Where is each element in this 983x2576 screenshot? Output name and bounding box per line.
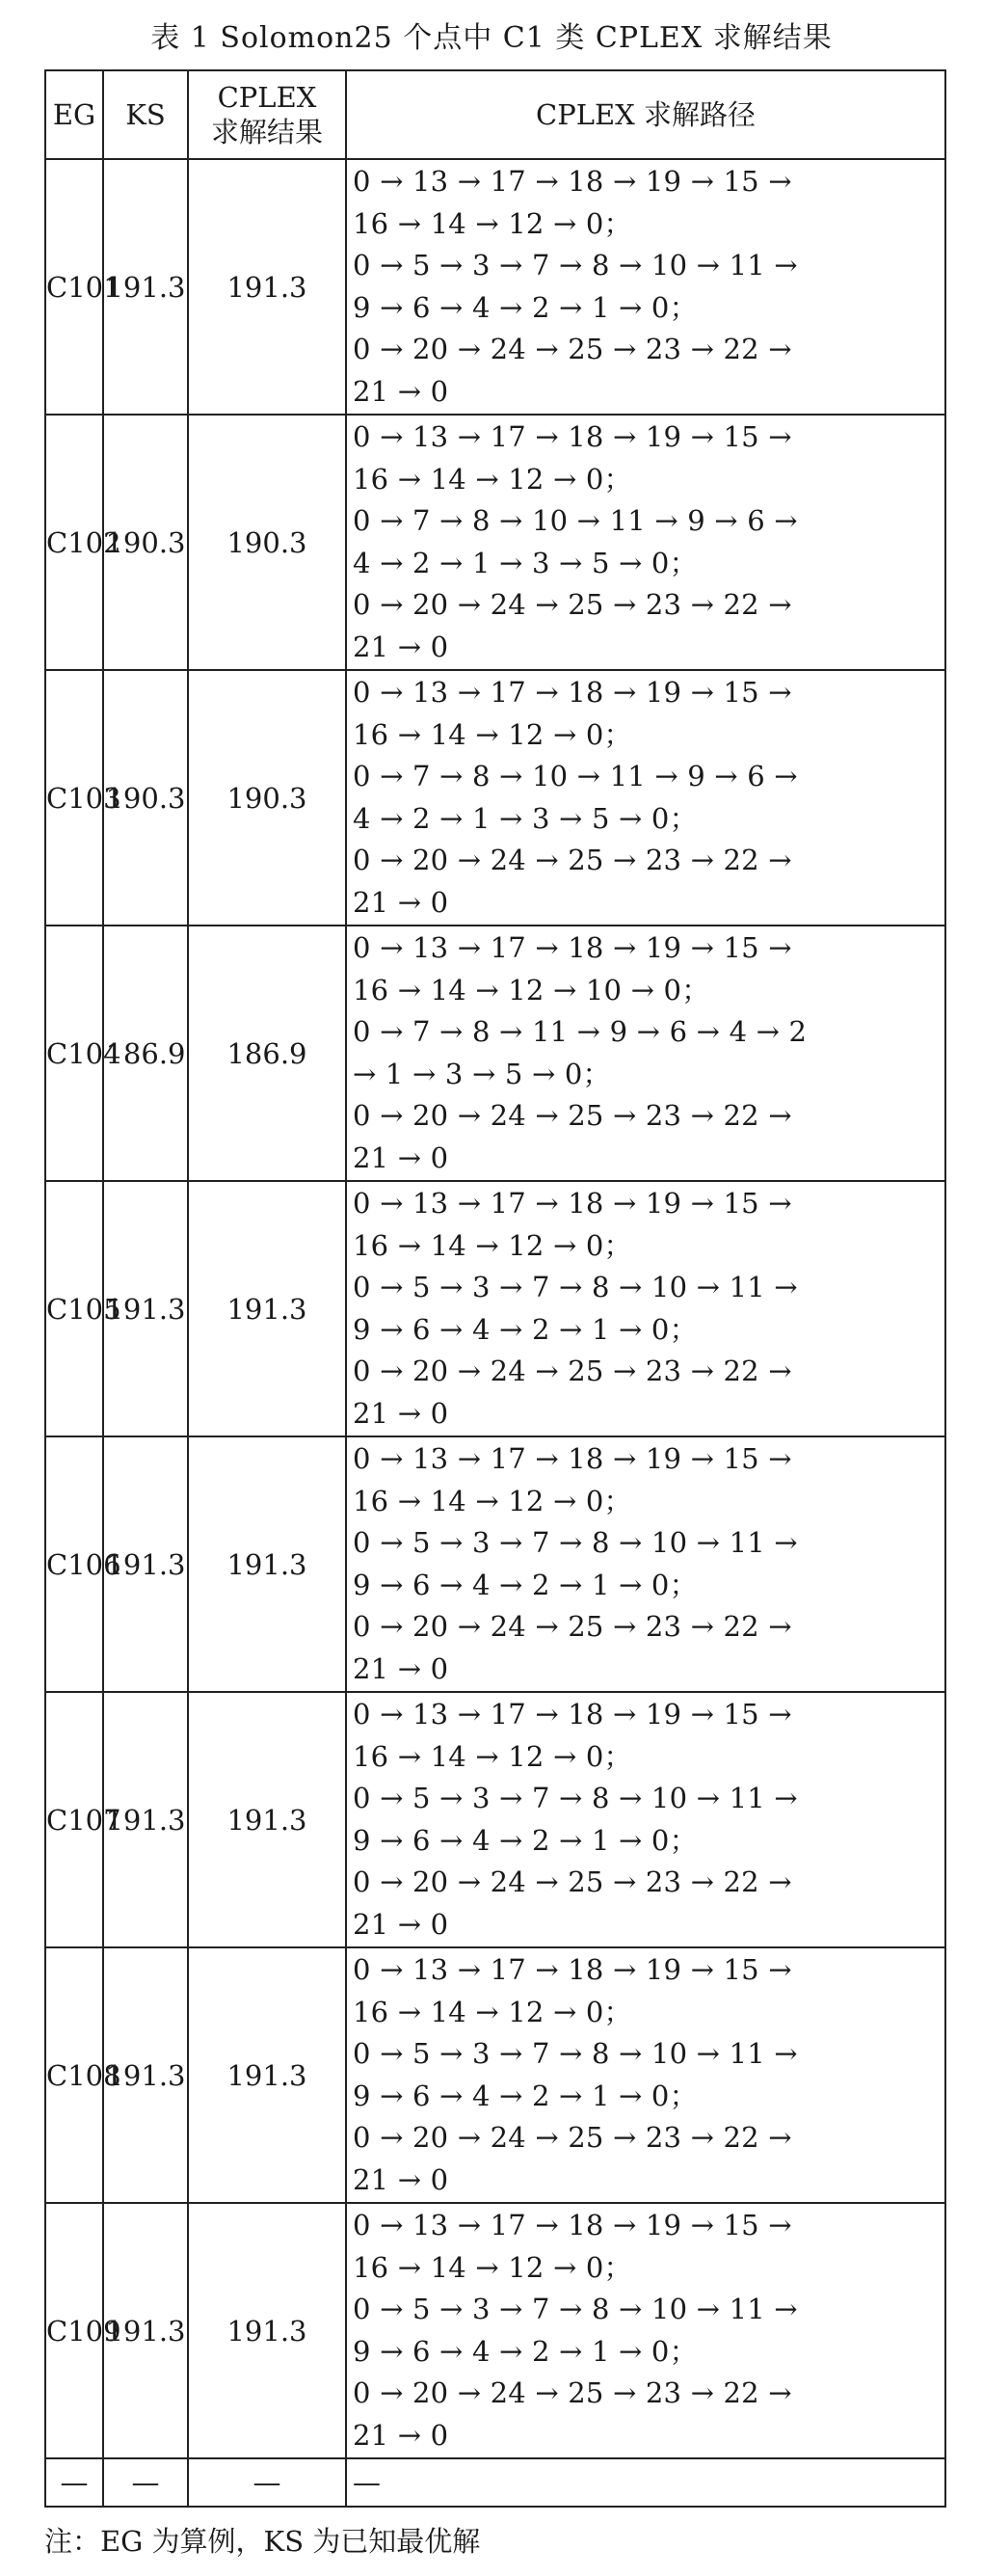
cell-ks: 191.3 bbox=[103, 1947, 188, 2203]
cell-cplex-result: 191.3 bbox=[188, 2203, 346, 2458]
cell-cplex-path bbox=[346, 415, 945, 670]
cell-cplex-path bbox=[346, 2203, 945, 2458]
path-line: 0 → 20 → 24 → 25 → 23 → 22 → bbox=[353, 1865, 792, 1898]
header-cplex-result-line1: CPLEX bbox=[217, 81, 317, 114]
footer-cplex: — bbox=[188, 2458, 346, 2507]
path-line: 0 → 5 → 3 → 7 → 8 → 10 → 11 → bbox=[353, 249, 798, 282]
footer-ks: — bbox=[103, 2458, 188, 2507]
cell-eg: C106 bbox=[45, 1436, 103, 1692]
path-line: 0 → 13 → 17 → 18 → 19 → 15 → bbox=[353, 420, 792, 453]
header-row bbox=[45, 70, 945, 159]
cell-cplex-path bbox=[346, 926, 945, 1181]
table-row bbox=[45, 1436, 945, 1692]
cell-cplex-path bbox=[346, 1947, 945, 2203]
cell-cplex-result: 190.3 bbox=[188, 415, 346, 670]
path-line: 21 → 0 bbox=[353, 2162, 449, 2196]
path-line: 21 → 0 bbox=[353, 630, 449, 663]
cell-cplex-path bbox=[346, 1436, 945, 1692]
cell-eg: C102 bbox=[45, 415, 103, 670]
cell-cplex-result: 191.3 bbox=[188, 1181, 346, 1436]
path-line: 9 → 6 → 4 → 2 → 1 → 0； bbox=[353, 2079, 698, 2112]
cell-ks: 190.3 bbox=[103, 415, 188, 670]
cell-cplex-path bbox=[346, 159, 945, 415]
cell-cplex-path bbox=[346, 670, 945, 926]
path-line: 0 → 13 → 17 → 18 → 19 → 15 → bbox=[353, 931, 792, 964]
cell-ks: 191.3 bbox=[103, 1181, 188, 1436]
header-cplex-result bbox=[188, 70, 346, 159]
path-line: 0 → 5 → 3 → 7 → 8 → 10 → 11 → bbox=[353, 1782, 798, 1814]
path-line: 0 → 5 → 3 → 7 → 8 → 10 → 11 → bbox=[353, 2293, 798, 2325]
path-line: 16 → 14 → 12 → 0； bbox=[353, 1228, 632, 1262]
cell-cplex-result: 186.9 bbox=[188, 926, 346, 1181]
cell-ks: 191.3 bbox=[103, 1692, 188, 1947]
table-row bbox=[45, 2203, 945, 2458]
path-line: 0 → 20 → 24 → 25 → 23 → 22 → bbox=[353, 333, 792, 365]
table-row bbox=[45, 415, 945, 670]
path-line: 21 → 0 bbox=[353, 1907, 449, 1941]
path-line: 0 → 20 → 24 → 25 → 23 → 22 → bbox=[353, 844, 792, 876]
path-line: 21 → 0 bbox=[353, 374, 449, 408]
table-note: 注：EG 为算例，KS 为已知最优解 bbox=[44, 2525, 481, 2558]
path-line: 9 → 6 → 4 → 2 → 1 → 0； bbox=[353, 1312, 698, 1346]
cell-ks: 191.3 bbox=[103, 1436, 188, 1692]
path-line: 0 → 20 → 24 → 25 → 23 → 22 → bbox=[353, 1610, 792, 1643]
path-line: 9 → 6 → 4 → 2 → 1 → 0； bbox=[353, 1823, 698, 1857]
cell-cplex-path bbox=[346, 1181, 945, 1436]
footer-row bbox=[45, 2458, 945, 2507]
path-line: 16 → 14 → 12 → 0； bbox=[353, 206, 632, 240]
path-line: 16 → 14 → 12 → 10 → 0； bbox=[353, 973, 710, 1006]
cell-ks: 186.9 bbox=[103, 926, 188, 1181]
header-eg: EG bbox=[45, 70, 103, 159]
path-line: 0 → 13 → 17 → 18 → 19 → 15 → bbox=[353, 2209, 792, 2241]
path-line: 0 → 13 → 17 → 18 → 19 → 15 → bbox=[353, 676, 792, 709]
table-body bbox=[45, 159, 945, 2507]
cell-eg: C107 bbox=[45, 1692, 103, 1947]
cell-eg: C108 bbox=[45, 1947, 103, 2203]
path-line: 0 → 20 → 24 → 25 → 23 → 22 → bbox=[353, 588, 792, 621]
cell-ks: 190.3 bbox=[103, 670, 188, 926]
table-row bbox=[45, 1181, 945, 1436]
cell-ks: 191.3 bbox=[103, 2203, 188, 2458]
path-line: 16 → 14 → 12 → 0； bbox=[353, 1739, 632, 1773]
header-cplex-result-line2: 求解结果 bbox=[210, 116, 323, 148]
path-line: 0 → 7 → 8 → 11 → 9 → 6 → 4 → 2 bbox=[353, 1015, 808, 1048]
path-line: 0 → 5 → 3 → 7 → 8 → 10 → 11 → bbox=[353, 1526, 798, 1559]
path-line: 16 → 14 → 12 → 0； bbox=[353, 1995, 632, 2028]
cell-eg: C105 bbox=[45, 1181, 103, 1436]
table-caption: 表 1 Solomon25 个点中 C1 类 CPLEX 求解结果 bbox=[150, 21, 833, 55]
path-line: 21 → 0 bbox=[353, 1140, 449, 1174]
cell-cplex-result: 191.3 bbox=[188, 1692, 346, 1947]
path-line: 21 → 0 bbox=[353, 2418, 449, 2452]
path-line: 0 → 5 → 3 → 7 → 8 → 10 → 11 → bbox=[353, 2037, 798, 2070]
header-cplex-path: CPLEX 求解路径 bbox=[346, 70, 945, 159]
cell-ks: 191.3 bbox=[103, 159, 188, 415]
table-row bbox=[45, 1692, 945, 1947]
header-ks: KS bbox=[103, 70, 188, 159]
table-row bbox=[45, 670, 945, 926]
results-table bbox=[44, 69, 946, 2508]
table-row bbox=[45, 1947, 945, 2203]
table-row bbox=[45, 159, 945, 415]
path-line: 4 → 2 → 1 → 3 → 5 → 0； bbox=[353, 546, 698, 579]
path-line: 9 → 6 → 4 → 2 → 1 → 0； bbox=[353, 290, 698, 324]
cell-cplex-result: 190.3 bbox=[188, 670, 346, 926]
cell-eg: C103 bbox=[45, 670, 103, 926]
cell-eg: C101 bbox=[45, 159, 103, 415]
cell-cplex-result: 191.3 bbox=[188, 159, 346, 415]
path-line: 21 → 0 bbox=[353, 885, 449, 919]
path-line: 9 → 6 → 4 → 2 → 1 → 0； bbox=[353, 1568, 698, 1601]
path-line: 0 → 20 → 24 → 25 → 23 → 22 → bbox=[353, 2121, 792, 2154]
cell-cplex-result: 191.3 bbox=[188, 1436, 346, 1692]
path-line: 16 → 14 → 12 → 0； bbox=[353, 1484, 632, 1517]
path-line: 0 → 20 → 24 → 25 → 23 → 22 → bbox=[353, 1099, 792, 1132]
path-line: 0 → 5 → 3 → 7 → 8 → 10 → 11 → bbox=[353, 1271, 798, 1303]
path-line: 21 → 0 bbox=[353, 1396, 449, 1430]
footer-eg: — bbox=[45, 2458, 103, 2507]
path-line: 9 → 6 → 4 → 2 → 1 → 0； bbox=[353, 2334, 698, 2368]
cell-eg: C109 bbox=[45, 2203, 103, 2458]
path-line: → 1 → 3 → 5 → 0； bbox=[353, 1057, 611, 1090]
path-line: 16 → 14 → 12 → 0； bbox=[353, 2250, 632, 2284]
path-line: 21 → 0 bbox=[353, 1651, 449, 1685]
path-line: 0 → 13 → 17 → 18 → 19 → 15 → bbox=[353, 165, 792, 198]
path-line: 16 → 14 → 12 → 0； bbox=[353, 717, 632, 751]
cell-cplex-result: 191.3 bbox=[188, 1947, 346, 2203]
path-line: 0 → 20 → 24 → 25 → 23 → 22 → bbox=[353, 2376, 792, 2409]
path-line: 0 → 20 → 24 → 25 → 23 → 22 → bbox=[353, 1355, 792, 1387]
footer-path: — bbox=[346, 2458, 945, 2507]
path-line: 0 → 13 → 17 → 18 → 19 → 15 → bbox=[353, 1187, 792, 1220]
path-line: 0 → 7 → 8 → 10 → 11 → 9 → 6 → bbox=[353, 760, 798, 792]
table-row bbox=[45, 926, 945, 1181]
path-line: 0 → 7 → 8 → 10 → 11 → 9 → 6 → bbox=[353, 504, 798, 537]
path-line: 0 → 13 → 17 → 18 → 19 → 15 → bbox=[353, 1698, 792, 1731]
cell-cplex-path bbox=[346, 1692, 945, 1947]
cell-eg: C104 bbox=[45, 926, 103, 1181]
path-line: 16 → 14 → 12 → 0； bbox=[353, 462, 632, 496]
path-line: 0 → 13 → 17 → 18 → 19 → 15 → bbox=[353, 1953, 792, 1986]
path-line: 0 → 13 → 17 → 18 → 19 → 15 → bbox=[353, 1442, 792, 1475]
path-line: 4 → 2 → 1 → 3 → 5 → 0； bbox=[353, 801, 698, 835]
